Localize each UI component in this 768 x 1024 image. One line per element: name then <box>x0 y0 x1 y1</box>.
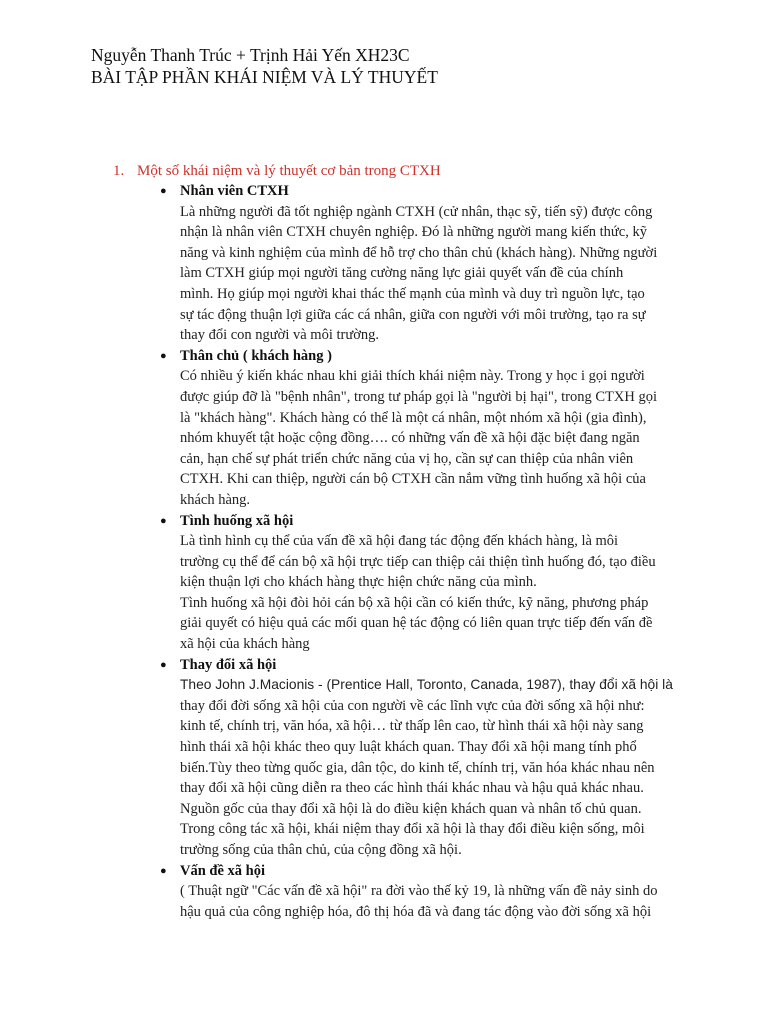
paragraph-line: giải quyết có hiệu quả các mối quan hệ tác động có liên quan trực tiếp đến vấn đề <box>180 615 653 632</box>
paragraph-line: Là những người đã tốt nghiệp ngành CTXH (cử nhân, thạc sỹ, tiến sỹ) được công <box>180 203 653 220</box>
paragraph-line: thay đổi xã hội cũng diễn ra theo các hình thái khác nhau và hậu quả khác nhau. <box>180 780 644 797</box>
list-item <box>160 181 690 346</box>
paragraph-line: Có nhiều ý kiến khác nhau khi giải thích khái niệm này. Trong y học i gọi người <box>180 368 645 385</box>
bullet-icon: ● <box>160 864 167 877</box>
list-item <box>160 861 690 923</box>
paragraph-line: biến.Tùy theo từng quốc gia, dân tộc, do kinh tế, chính trị, văn hóa khác nhau nên <box>180 759 655 776</box>
item-paragraph <box>180 531 690 655</box>
list-item <box>160 511 690 655</box>
paragraph-line: làm CTXH giúp mọi người tăng cường năng lực giải quyết vấn đề của chính <box>180 265 624 282</box>
paragraph-line: Tình huống xã hội đòi hỏi cán bộ xã hội cần có kiến thức, kỹ năng, phương pháp <box>180 594 649 611</box>
bullet-icon: ● <box>160 658 167 671</box>
paragraph-line: khách hàng. <box>180 491 251 508</box>
paragraph-line: thay đổi đời sống xã hội của con người về các lĩnh vực của đời sống xã hội như: <box>180 697 645 714</box>
document-header <box>91 44 438 88</box>
list-item <box>160 346 690 511</box>
section-title: Một số khái niệm và lý thuyết cơ bản trong CTXH <box>137 163 441 179</box>
item-title: Thân chủ ( khách hàng ) <box>180 347 332 364</box>
item-paragraph <box>180 202 690 346</box>
paragraph-line: Là tình hình cụ thể của vấn đề xã hội đang tác động đến khách hàng, là môi <box>180 533 619 550</box>
item-title: Nhân viên CTXH <box>180 183 289 199</box>
paragraph-line: năng và kinh nghiệm của mình để hỗ trợ cho thân chủ (khách hàng). Những người <box>180 244 658 261</box>
paragraph-line: được giúp đỡ là "bệnh nhân", trong tư pháp gọi là "người bị hại", trong CTXH gọi <box>180 388 657 405</box>
paragraph-line: hình thái xã hội khác theo quy luật khách quan. Thay đổi xã hội mang tính phổ <box>180 739 637 756</box>
document-title: BÀI TẬP PHẦN KHÁI NIỆM VÀ LÝ THUYẾT <box>91 67 438 87</box>
paragraph-line: nhóm khuyết tật hoặc cộng đồng…. có những vấn đề xã hội đặc biệt đang ngăn <box>180 430 640 447</box>
bullet-list <box>160 181 690 922</box>
paragraph-line: thay đổi con người và môi trường. <box>180 327 379 344</box>
paragraph-line: Theo John J.Macionis - (Prentice Hall, Toronto, Canada, 1987), thay đổi xã hội là <box>180 677 673 693</box>
bullet-icon: ● <box>160 349 167 362</box>
section-heading <box>113 160 441 182</box>
item-title: Vấn đề xã hội <box>180 862 266 879</box>
paragraph-line: CTXH. Khi can thiệp, người cán bộ CTXH cần nắm vững tình huống xã hội của <box>180 471 646 488</box>
item-title: Thay đổi xã hội <box>180 656 277 673</box>
paragraph-line: sự tác động thuận lợi giữa các cá nhân, giữa con người với môi trường, tạo ra sự <box>180 306 646 323</box>
paragraph-line: trường sống của thân chủ, của cộng đồng xã hội. <box>180 842 462 858</box>
item-paragraph <box>180 675 690 860</box>
paragraph-line: hậu quả của công nghiệp hóa, đô thị hóa đã và đang tác động vào đời sống xã hội <box>180 903 652 920</box>
paragraph-line: kinh tế, chính trị, văn hóa, xã hội… từ thấp lên cao, từ hình thái xã hội này sang <box>180 718 644 735</box>
paragraph-line: nhận là nhân viên CTXH chuyên nghiệp. Đó là những người mang kiến thức, kỹ <box>180 224 647 241</box>
paragraph-line: Trong công tác xã hội, khái niệm thay đổi xã hội là thay đổi điều kiện sống, môi <box>180 821 645 838</box>
paragraph-line: ( Thuật ngữ "Các vấn đề xã hội" ra đời vào thế kỷ 19, là những vấn đề nảy sinh do <box>180 883 658 900</box>
paragraph-line: mình. Họ giúp mọi người khai thác thế mạnh của mình và duy trì nguồn lực, tạo <box>180 285 645 302</box>
section-number: 1. <box>113 163 125 179</box>
bullet-icon: ● <box>160 514 167 527</box>
item-title: Tình huống xã hội <box>180 512 294 529</box>
bullet-icon: ● <box>160 185 167 197</box>
paragraph-line: Nguồn gốc của thay đổi xã hội là do điều kiện khách quan và nhân tố chủ quan. <box>180 800 642 817</box>
paragraph-line: trường cụ thể để cán bộ xã hội trực tiếp can thiệp cải thiện tình huống đó, tạo điều <box>180 553 656 570</box>
paragraph-line: xã hội của khách hàng <box>180 636 310 653</box>
paragraph-line: kiện thuận lợi cho khách hàng thực hiện chức năng của mình. <box>180 574 537 591</box>
item-paragraph <box>180 881 690 922</box>
paragraph-line: cản, hạn chế sự phát triển chức năng của vị họ, cần sự can thiệp của nhân viên <box>180 450 634 467</box>
authors-line: Nguyễn Thanh Trúc + Trịnh Hải Yến XH23C <box>91 45 410 65</box>
item-paragraph <box>180 366 690 510</box>
list-item <box>160 655 690 861</box>
paragraph-line: là "khách hàng". Khách hàng có thể là một cá nhân, một nhóm xã hội (gia đình), <box>180 409 647 426</box>
